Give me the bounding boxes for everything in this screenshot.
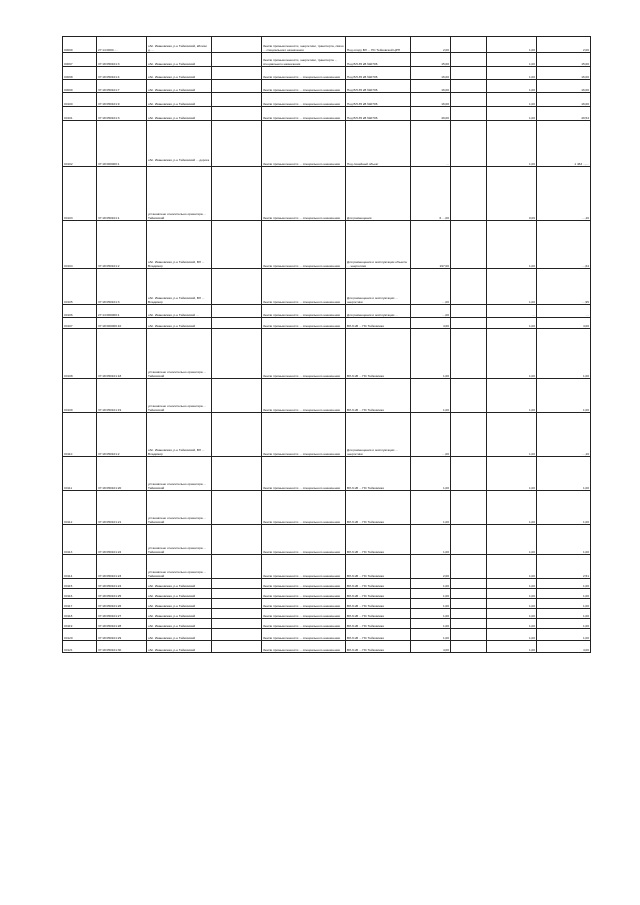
cell-cadastral-value: 1,00	[537, 599, 591, 609]
cell-cadastral-number: 37:18:050101:9	[97, 93, 147, 107]
cell-coefficient-2: 1,00	[487, 329, 537, 379]
cell-permitted-use: ВЛ-6 кВ ... ПС Тейковская	[346, 329, 411, 379]
table-row	[63, 269, 591, 305]
cell-land-category: Земли промышленности ... специального назначения	[262, 269, 346, 305]
cell-id: 00103	[63, 167, 97, 221]
land-plots-table	[62, 36, 591, 653]
cell-coefficient-2: 1,00	[487, 641, 537, 653]
cell-blank	[212, 67, 262, 80]
cell-area: ...,00	[411, 413, 451, 457]
cell-address: установлено относительно ориентира ... Тейковский	[147, 329, 212, 379]
cell-land-category: Земли промышленности ... специального назначения	[262, 579, 346, 589]
cell-coefficient-1	[451, 269, 487, 305]
cell-coefficient-1	[451, 619, 487, 629]
cell-cadastral-number: 37:18:050101:21	[97, 491, 147, 525]
cell-address: установлено относительно ориентира ... Тейковский	[147, 525, 212, 555]
cell-coefficient-2: 1,00	[487, 525, 537, 555]
cell-permitted-use: Под опору ВЛ ... ПС Тейковской ЦРП	[346, 37, 411, 53]
cell-cadastral-number: 37:18:000000:10	[97, 318, 147, 329]
cell-id: 00119	[63, 619, 97, 629]
cell-coefficient-2: 1,00	[487, 491, 537, 525]
cell-cadastral-value: 2,51	[537, 555, 591, 579]
cell-id: 00099	[63, 80, 97, 93]
cell-cadastral-number: 37:18:050101:19	[97, 379, 147, 413]
cell-cadastral-number: 37:18:050101:20	[97, 457, 147, 491]
cell-cadastral-value: 1,00	[537, 629, 591, 641]
table-row	[63, 107, 591, 121]
cell-id: 00116	[63, 589, 97, 599]
cell-coefficient-1	[451, 53, 487, 67]
cell-permitted-use: Под ВЛ-35 кВ №0706	[346, 53, 411, 67]
cell-cadastral-value: 1,00	[537, 457, 591, 491]
cell-cadastral-number: 37:18:050101:30	[97, 641, 147, 653]
cell-coefficient-1	[451, 599, 487, 609]
cell-permitted-use: ВЛ-6 кВ ... ПС Тейковская	[346, 318, 411, 329]
cell-cadastral-number: 37:18:050101:7	[97, 80, 147, 93]
cell-area: 2,00	[411, 37, 451, 53]
cell-area: 197,00	[411, 221, 451, 269]
cell-cadastral-number: 37:18:050101:24	[97, 579, 147, 589]
cell-coefficient-2: 1,00	[487, 93, 537, 107]
cell-permitted-use: Под линейный объект	[346, 121, 411, 167]
cell-cadastral-value: ...,64	[537, 221, 591, 269]
cell-id: 00112	[63, 491, 97, 525]
cell-permitted-use: Для размещения и эксплуатации ... энергетики	[346, 413, 411, 457]
cell-permitted-use: ВЛ-6 кВ ... ПС Тейковская	[346, 599, 411, 609]
cell-address: обл. Ивановская, р-н Тейковский	[147, 609, 212, 619]
cell-blank	[212, 121, 262, 167]
cell-blank	[212, 167, 262, 221]
cell-cadastral-number: 37:18:050101:26	[97, 599, 147, 609]
cell-address: обл. Ивановская, р-н Тейковский ... дорога ...	[147, 121, 212, 167]
cell-address: обл. Ивановская, р-н Тейковский	[147, 67, 212, 80]
cell-address: обл. Ивановская, р-н Тейковский ...	[147, 305, 212, 318]
cell-coefficient-2: 1,00	[487, 37, 537, 53]
cell-coefficient-2: 1,00	[487, 629, 537, 641]
cell-permitted-use: ВЛ-6 кВ ... ПС Тейковская	[346, 641, 411, 653]
cell-cadastral-number: 37:18:050101:2	[97, 413, 147, 457]
cell-id: 00107	[63, 318, 97, 329]
cell-land-category: Земли промышленности ... специального назначения	[262, 589, 346, 599]
cell-address: обл. Ивановская, р-н Тейковский	[147, 53, 212, 67]
cell-land-category: Земли промышленности ... специального назначения	[262, 629, 346, 641]
cell-address: обл. Ивановская, р-н Тейковский	[147, 579, 212, 589]
cell-area: 1,00	[411, 599, 451, 609]
cell-land-category: Земли промышленности ... специального назначения	[262, 93, 346, 107]
table-row	[63, 525, 591, 555]
cell-cadastral-value: 16,00	[537, 80, 591, 93]
cell-coefficient-1	[451, 221, 487, 269]
cell-id: 00109	[63, 379, 97, 413]
cell-permitted-use: ВЛ-6 кВ ... ПС Тейковская	[346, 555, 411, 579]
cell-cadastral-value: 16,00	[537, 67, 591, 80]
cell-permitted-use: ВЛ-6 кВ ... ПС Тейковская	[346, 491, 411, 525]
cell-land-category: Земли промышленности ... специального назначения	[262, 121, 346, 167]
cell-blank	[212, 37, 262, 53]
table-row	[63, 457, 591, 491]
cell-area: 15,00	[411, 53, 451, 67]
cell-coefficient-2: 1,00	[487, 107, 537, 121]
table-row	[63, 609, 591, 619]
cell-land-category: Земли промышленности ... специального назначения	[262, 491, 346, 525]
table-row	[63, 599, 591, 609]
cell-blank	[212, 221, 262, 269]
table-row	[63, 53, 591, 67]
cell-coefficient-1	[451, 379, 487, 413]
cell-coefficient-1	[451, 67, 487, 80]
cell-coefficient-1	[451, 107, 487, 121]
cell-cadastral-value: 1,00	[537, 579, 591, 589]
cell-permitted-use: Для размещения и эксплуатации объекта ... энергетики	[346, 221, 411, 269]
cell-id: 00111	[63, 457, 97, 491]
cell-address: обл. Ивановская, р-н Тейковский	[147, 80, 212, 93]
table-row	[63, 318, 591, 329]
cell-cadastral-number: 27:14:000000:1	[97, 305, 147, 318]
cell-permitted-use: ВЛ-6 кВ ... ПС Тейковская	[346, 619, 411, 629]
cell-blank	[212, 589, 262, 599]
cell-permitted-use: Для размещения и эксплуатации ... энергетики	[346, 269, 411, 305]
cell-cadastral-number: 37:18:050101:27	[97, 609, 147, 619]
cell-area: ...,00	[411, 305, 451, 318]
cell-permitted-use: Под ВЛ-35 кВ №0706	[346, 93, 411, 107]
cell-area: 49,00	[411, 107, 451, 121]
cell-coefficient-2: 1,00	[487, 457, 537, 491]
cell-blank	[212, 379, 262, 413]
cell-land-category: Земли промышленности ... специального назначения	[262, 221, 346, 269]
cell-coefficient-2: 1,00	[487, 599, 537, 609]
cell-area: ...	[411, 121, 451, 167]
cell-permitted-use: Под ВЛ-35 кВ №0706	[346, 80, 411, 93]
cell-blank	[212, 599, 262, 609]
cell-address: обл. Ивановская, р-н Тейковский, ВЛ ... Владимир	[147, 413, 212, 457]
cell-blank	[212, 629, 262, 641]
cell-land-category: Земли промышленности ... специального назначения	[262, 80, 346, 93]
cell-coefficient-2: 1,00	[487, 80, 537, 93]
cell-area: 1,00	[411, 525, 451, 555]
table-row	[63, 379, 591, 413]
cell-cadastral-number: 37:18:050101:3	[97, 269, 147, 305]
cell-coefficient-1	[451, 589, 487, 599]
cell-coefficient-2: 1,00	[487, 221, 537, 269]
cell-address: обл. Ивановская, р-н Тейковский	[147, 589, 212, 599]
cell-land-category: Земли промышленности, энергетики, транспорта ... специального назначения	[262, 53, 346, 67]
cell-address: установлено относительно ориентира ... Тейковский	[147, 167, 212, 221]
cell-land-category: Земли промышленности ... специального назначения	[262, 413, 346, 457]
table-row	[63, 491, 591, 525]
cell-area: 1,00	[411, 619, 451, 629]
cell-blank	[212, 579, 262, 589]
cell-permitted-use: ВЛ-6 кВ ... ПС Тейковская	[346, 525, 411, 555]
cell-blank	[212, 318, 262, 329]
table-row	[63, 67, 591, 80]
cell-cadastral-number: 37:18:050101:3	[97, 107, 147, 121]
cell-land-category: Земли промышленности ... специального назначения	[262, 525, 346, 555]
table-row	[63, 589, 591, 599]
cell-blank	[212, 491, 262, 525]
cell-cadastral-value: 1,00	[537, 619, 591, 629]
cell-blank	[212, 329, 262, 379]
cell-coefficient-1	[451, 318, 487, 329]
cell-coefficient-1	[451, 641, 487, 653]
cell-id: 00101	[63, 107, 97, 121]
table-row	[63, 641, 591, 653]
cell-coefficient-2: 0,09	[487, 167, 537, 221]
cell-coefficient-2: 1,00	[487, 318, 537, 329]
cell-cadastral-number: 37:18:050101:3	[97, 53, 147, 67]
cell-cadastral-number: 37:18:050101:22	[97, 525, 147, 555]
cell-address: обл. Ивановская, р-н Тейковский, ВЛ ... Владимир	[147, 221, 212, 269]
cell-land-category: Земли промышленности ... специального назначения	[262, 318, 346, 329]
cell-cadastral-value: ...,16	[537, 167, 591, 221]
cell-area: 6 ...,00	[411, 167, 451, 221]
cell-cadastral-number: 37:18:000000:1	[97, 121, 147, 167]
table-row	[63, 167, 591, 221]
cell-blank	[212, 555, 262, 579]
cell-cadastral-value: 1,00	[537, 525, 591, 555]
cell-id: 00106	[63, 305, 97, 318]
cell-blank	[212, 619, 262, 629]
cell-id: 00108	[63, 329, 97, 379]
cell-coefficient-1	[451, 609, 487, 619]
cell-cadastral-number: 37:18:050101:1	[97, 167, 147, 221]
cell-coefficient-1	[451, 37, 487, 53]
cell-area: 16,00	[411, 80, 451, 93]
cell-cadastral-value: 49,54	[537, 107, 591, 121]
cell-blank	[212, 525, 262, 555]
cell-blank	[212, 80, 262, 93]
table-row	[63, 555, 591, 579]
cell-coefficient-2: 1,00	[487, 53, 537, 67]
cell-coefficient-2: 1,00	[487, 619, 537, 629]
cell-cadastral-value: 1,00	[537, 491, 591, 525]
cell-area: 1,00	[411, 457, 451, 491]
cell-permitted-use: ВЛ-6 кВ ... ПС Тейковская	[346, 579, 411, 589]
cell-area: 16,00	[411, 93, 451, 107]
cell-coefficient-2: 1,00	[487, 379, 537, 413]
document-sheet	[62, 36, 590, 653]
cell-cadastral-value: 2,00	[537, 37, 591, 53]
cell-blank	[212, 305, 262, 318]
cell-id: 00120	[63, 629, 97, 641]
table-row	[63, 80, 591, 93]
cell-address: обл. Ивановская, р-н Тейковский, вблизи д. ...	[147, 37, 212, 53]
cell-cadastral-value: 4,00	[537, 318, 591, 329]
cell-id: 00098	[63, 67, 97, 80]
cell-land-category: Земли промышленности ... специального назначения	[262, 107, 346, 121]
cell-address: обл. Ивановская, р-н Тейковский	[147, 619, 212, 629]
cell-id: 00118	[63, 609, 97, 619]
cell-cadastral-value: ...,16	[537, 413, 591, 457]
cell-permitted-use: Для размещения	[346, 167, 411, 221]
table-row	[63, 579, 591, 589]
cell-coefficient-1	[451, 525, 487, 555]
cell-area: 1,00	[411, 629, 451, 641]
cell-permitted-use: ВЛ-6 кВ ... ПС Тейковская	[346, 379, 411, 413]
cell-address: установлено относительно ориентира ... Тейковский	[147, 457, 212, 491]
cell-land-category: Земли промышленности ... специального назначения	[262, 67, 346, 80]
cell-blank	[212, 53, 262, 67]
cell-area: 1,00	[411, 589, 451, 599]
cell-permitted-use: Для размещения и эксплуатации ...	[346, 305, 411, 318]
cell-address: установлено относительно ориентира ... Тейковский	[147, 555, 212, 579]
cell-land-category: Земли промышленности ... специального назначения	[262, 167, 346, 221]
cell-area: 16,00	[411, 67, 451, 80]
cell-coefficient-2: 1,00	[487, 609, 537, 619]
cell-area: 1,00	[411, 379, 451, 413]
cell-cadastral-number: 37:18:050101:2	[97, 221, 147, 269]
cell-blank	[212, 107, 262, 121]
cell-land-category: Земли промышленности ... специального назначения	[262, 305, 346, 318]
cell-cadastral-number: 37:18:050101:18	[97, 329, 147, 379]
cell-permitted-use: ВЛ-6 кВ ... ПС Тейковская	[346, 629, 411, 641]
cell-cadastral-value: 1 463 ...,...	[537, 121, 591, 167]
cell-cadastral-value: 1,00	[537, 329, 591, 379]
cell-id: 00102	[63, 121, 97, 167]
cell-address: обл. Ивановская, р-н Тейковский	[147, 93, 212, 107]
cell-blank	[212, 269, 262, 305]
cell-coefficient-1	[451, 629, 487, 641]
cell-land-category: Земли промышленности ... специального назначения	[262, 599, 346, 609]
cell-coefficient-2: 1,00	[487, 579, 537, 589]
cell-coefficient-1	[451, 579, 487, 589]
cell-land-category: Земли промышленности ... специального назначения	[262, 555, 346, 579]
table-row	[63, 37, 591, 53]
cell-address: обл. Ивановская, р-н Тейковский	[147, 599, 212, 609]
cell-cadastral-value: ...,95	[537, 269, 591, 305]
table-body	[63, 37, 591, 653]
table-row	[63, 221, 591, 269]
table-row	[63, 93, 591, 107]
cell-coefficient-1	[451, 121, 487, 167]
cell-address: установлено относительно ориентира ... Тейковский	[147, 379, 212, 413]
cell-coefficient-1	[451, 491, 487, 525]
cell-address: обл. Ивановская, р-н Тейковский, ВЛ ... Владимир	[147, 269, 212, 305]
cell-cadastral-number: 37:18:050101:23	[97, 555, 147, 579]
cell-permitted-use: Под ВЛ-35 кВ №0706	[346, 107, 411, 121]
cell-coefficient-1	[451, 93, 487, 107]
cell-coefficient-2: 1,00	[487, 269, 537, 305]
cell-cadastral-number: 27:14:0000..:..	[97, 37, 147, 53]
cell-cadastral-value: 1,00	[537, 379, 591, 413]
cell-coefficient-1	[451, 329, 487, 379]
cell-coefficient-2: 1,00	[487, 413, 537, 457]
cell-coefficient-2: 1,00	[487, 121, 537, 167]
table-row	[63, 329, 591, 379]
cell-land-category: Земли промышленности ... специального назначения	[262, 329, 346, 379]
cell-permitted-use: ВЛ-6 кВ ... ПС Тейковская	[346, 589, 411, 599]
cell-coefficient-1	[451, 413, 487, 457]
cell-id: 00115	[63, 579, 97, 589]
cell-blank	[212, 93, 262, 107]
cell-coefficient-1	[451, 555, 487, 579]
cell-land-category: Земли промышленности ... специального назначения	[262, 457, 346, 491]
cell-address: обл. Ивановская, р-н Тейковский	[147, 629, 212, 641]
cell-cadastral-number: 37:18:050101:4	[97, 67, 147, 80]
cell-area: 2,00	[411, 555, 451, 579]
cell-coefficient-1	[451, 80, 487, 93]
cell-coefficient-2: 1,00	[487, 67, 537, 80]
cell-permitted-use: ВЛ-6 кВ ... ПС Тейковская	[346, 609, 411, 619]
cell-coefficient-2: 1,00	[487, 589, 537, 599]
cell-coefficient-1	[451, 457, 487, 491]
table-row	[63, 413, 591, 457]
table-row	[63, 629, 591, 641]
cell-cadastral-value: 16,00	[537, 93, 591, 107]
cell-address: обл. Ивановская, р-н Тейковский	[147, 641, 212, 653]
cell-land-category: Земли промышленности ... специального назначения	[262, 641, 346, 653]
cell-id: 00099	[63, 37, 97, 53]
cell-area: ...,00	[411, 269, 451, 305]
cell-blank	[212, 641, 262, 653]
cell-cadastral-value: 1,00	[537, 589, 591, 599]
cell-id: 00105	[63, 269, 97, 305]
cell-cadastral-value: 1,00	[537, 609, 591, 619]
cell-cadastral-number: 37:18:050101:28	[97, 619, 147, 629]
cell-blank	[212, 413, 262, 457]
cell-land-category: Земли промышленности ... специального назначения	[262, 609, 346, 619]
cell-land-category: Земли промышленности ... специального назначения	[262, 619, 346, 629]
cell-coefficient-1	[451, 167, 487, 221]
cell-coefficient-2: 1,00	[487, 555, 537, 579]
cell-land-category: Земли промышленности ... специального назначения	[262, 379, 346, 413]
cell-id: 00097	[63, 53, 97, 67]
cell-id: 00110	[63, 413, 97, 457]
cell-area: 1,00	[411, 579, 451, 589]
cell-id: 00121	[63, 641, 97, 653]
cell-cadastral-number: 37:18:050101:25	[97, 589, 147, 599]
cell-area: 1,00	[411, 609, 451, 619]
cell-id: 00104	[63, 221, 97, 269]
cell-id: 00114	[63, 555, 97, 579]
cell-cadastral-value: ...	[537, 305, 591, 318]
cell-blank	[212, 457, 262, 491]
cell-area: 4,00	[411, 641, 451, 653]
cell-address: обл. Ивановская, р-н Тейковский	[147, 318, 212, 329]
cell-blank	[212, 609, 262, 619]
cell-address: обл. Ивановская, р-н Тейковский	[147, 107, 212, 121]
table-row	[63, 619, 591, 629]
cell-land-category: Земли промышленности, энергетики, транспорта, связи ... специального назначения	[262, 37, 346, 53]
cell-coefficient-2: ...	[487, 305, 537, 318]
cell-permitted-use: ВЛ-6 кВ ... ПС Тейковская	[346, 457, 411, 491]
cell-cadastral-value: 4,00	[537, 641, 591, 653]
cell-coefficient-1	[451, 305, 487, 318]
cell-id: 00100	[63, 93, 97, 107]
table-row	[63, 121, 591, 167]
cell-permitted-use: Под ВЛ-35 кВ №0706	[346, 67, 411, 80]
table-row	[63, 305, 591, 318]
cell-cadastral-value: 15,00	[537, 53, 591, 67]
cell-id: 00117	[63, 599, 97, 609]
cell-area: 1,00	[411, 329, 451, 379]
cell-address: установлено относительно ориентира ... Тейковский	[147, 491, 212, 525]
cell-id: 00113	[63, 525, 97, 555]
cell-cadastral-number: 37:18:050101:29	[97, 629, 147, 641]
cell-area: 4,00	[411, 318, 451, 329]
cell-area: 1,00	[411, 491, 451, 525]
